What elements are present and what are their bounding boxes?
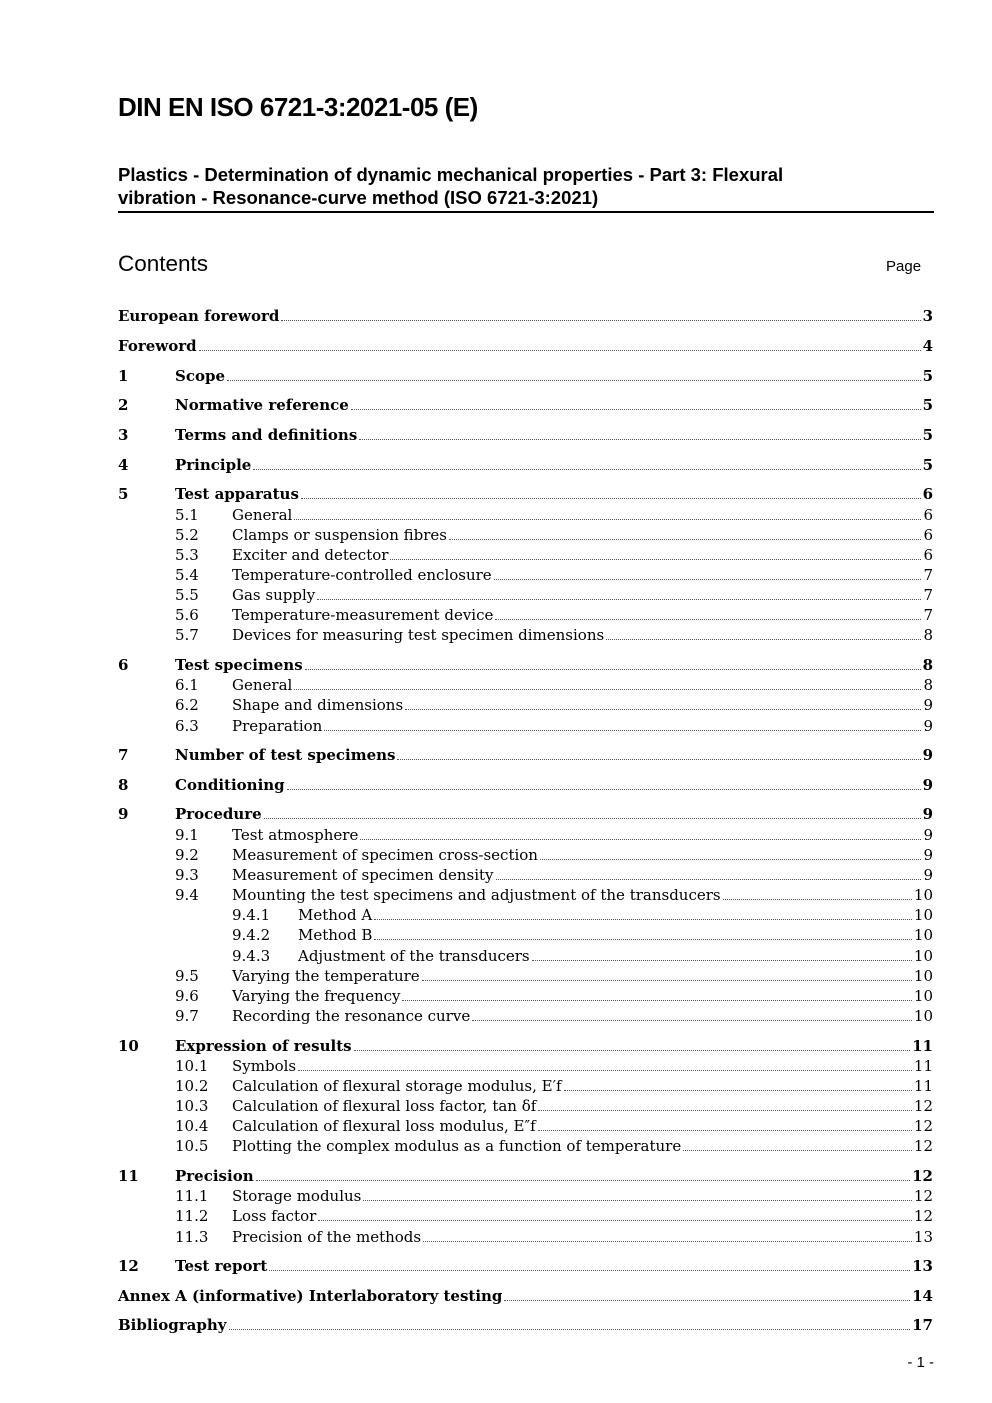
toc-entry-title: Scope bbox=[175, 367, 226, 385]
toc-dot-leader bbox=[281, 320, 920, 321]
toc-entry[interactable] bbox=[118, 484, 933, 504]
toc-dot-leader bbox=[324, 730, 921, 731]
toc-entry-title: Temperature-controlled enclosure bbox=[232, 566, 492, 584]
toc-entry[interactable] bbox=[118, 845, 933, 865]
toc-entry-number: 5.6 bbox=[175, 606, 199, 624]
toc-entry-page: 10 bbox=[913, 967, 933, 985]
toc-entry-page: 9 bbox=[923, 826, 933, 844]
toc-entry-page: 9 bbox=[923, 717, 933, 735]
toc-entry-title: Temperature-measurement device bbox=[232, 606, 494, 624]
toc-entry-number: 9.3 bbox=[175, 866, 199, 884]
toc-entry-title: Mounting the test specimens and adjustment of the transducers bbox=[232, 886, 721, 904]
toc-entry[interactable] bbox=[118, 966, 933, 986]
toc-entry[interactable] bbox=[118, 1166, 933, 1186]
toc-dot-leader bbox=[423, 1241, 912, 1242]
toc-entry-number: 10.1 bbox=[175, 1057, 209, 1075]
toc-entry[interactable] bbox=[118, 865, 933, 885]
toc-entry[interactable] bbox=[118, 745, 933, 765]
toc-dot-leader bbox=[360, 839, 921, 840]
toc-entry[interactable] bbox=[118, 655, 933, 675]
toc-entry-number: 10.3 bbox=[175, 1097, 209, 1115]
toc-entry-number: 1 bbox=[118, 367, 129, 385]
toc-entry-page: 13 bbox=[912, 1257, 933, 1275]
toc-entry-number: 5 bbox=[118, 485, 129, 503]
toc-entry-title: Varying the frequency bbox=[232, 987, 401, 1005]
toc-entry-title: Calculation of flexural loss factor, tan δf bbox=[232, 1097, 537, 1115]
toc-entry-page: 6 bbox=[922, 485, 933, 503]
toc-entry-page: 6 bbox=[923, 546, 933, 564]
toc-entry-number: 6.1 bbox=[175, 676, 199, 694]
toc-entry[interactable] bbox=[118, 1036, 933, 1056]
toc-entry-page: 8 bbox=[923, 626, 933, 644]
toc-dot-leader bbox=[723, 899, 912, 900]
toc-dot-leader bbox=[496, 879, 922, 880]
page-number: - 1 - bbox=[907, 1354, 934, 1371]
toc-entry-number: 12 bbox=[118, 1257, 139, 1275]
toc-entry-number: 5.2 bbox=[175, 526, 199, 544]
toc-entry-number: 5.4 bbox=[175, 566, 199, 584]
toc-dot-leader bbox=[495, 619, 921, 620]
toc-entry-title: Measurement of specimen density bbox=[232, 866, 494, 884]
toc-entry-title: Procedure bbox=[175, 805, 262, 823]
toc-entry-page: 10 bbox=[913, 886, 933, 904]
toc-entry[interactable] bbox=[118, 1056, 933, 1076]
toc-entry-number: 11.3 bbox=[175, 1228, 209, 1246]
toc-entry-title: Test report bbox=[175, 1257, 268, 1275]
toc-dot-leader bbox=[199, 350, 921, 351]
toc-entry-page: 9 bbox=[922, 746, 933, 764]
toc-dot-leader bbox=[504, 1300, 910, 1301]
toc-entry[interactable] bbox=[118, 775, 933, 795]
toc-dot-leader bbox=[538, 1110, 912, 1111]
toc-entry-title: Varying the temperature bbox=[232, 967, 420, 985]
toc-entry[interactable] bbox=[118, 1206, 933, 1226]
toc-entry-number: 9.1 bbox=[175, 826, 199, 844]
toc-dot-leader bbox=[397, 759, 920, 760]
toc-dot-leader bbox=[229, 1329, 911, 1330]
toc-dot-leader bbox=[298, 1070, 912, 1071]
toc-dot-leader bbox=[449, 539, 921, 540]
toc-entry[interactable] bbox=[118, 1076, 933, 1096]
toc-entry[interactable] bbox=[118, 585, 933, 605]
toc-entry-page: 12 bbox=[913, 1097, 933, 1115]
toc-entry-number: 10.5 bbox=[175, 1137, 209, 1155]
toc-entry-title: Loss factor bbox=[232, 1207, 317, 1225]
toc-entry-number: 2 bbox=[118, 396, 129, 414]
toc-entry-page: 5 bbox=[922, 367, 933, 385]
toc-entry-page: 6 bbox=[923, 526, 933, 544]
toc-entry[interactable] bbox=[118, 885, 933, 905]
toc-dot-leader bbox=[351, 409, 921, 410]
toc-entry[interactable] bbox=[118, 425, 933, 445]
toc-entry-page: 13 bbox=[913, 1228, 933, 1246]
toc-entry-number: 9.4.1 bbox=[232, 906, 271, 924]
toc-entry-title: Foreword bbox=[118, 337, 197, 355]
toc-entry[interactable] bbox=[118, 905, 933, 925]
toc-dot-leader bbox=[294, 689, 921, 690]
toc-entry[interactable] bbox=[118, 1096, 933, 1116]
toc-entry-page: 7 bbox=[923, 586, 933, 604]
toc-entry-title: Preparation bbox=[232, 717, 323, 735]
toc-entry-number: 5.1 bbox=[175, 506, 199, 524]
toc-entry-page: 12 bbox=[913, 1187, 933, 1205]
toc-dot-leader bbox=[269, 1270, 910, 1271]
toc-entry[interactable] bbox=[118, 946, 933, 966]
document-title-line-1: Plastics - Determination of dynamic mechanical properties - Part 3: Flexural bbox=[118, 164, 784, 185]
toc-entry-title: Principle bbox=[175, 456, 252, 474]
toc-entry-title: Test atmosphere bbox=[232, 826, 359, 844]
toc-entry-title: Calculation of flexural loss modulus, E″f bbox=[232, 1117, 536, 1135]
toc-dot-leader bbox=[359, 439, 920, 440]
toc-entry-number: 10 bbox=[118, 1037, 139, 1055]
toc-entry-title: Annex A (informative) Interlaboratory testing bbox=[118, 1287, 503, 1305]
toc-entry-title: Gas supply bbox=[232, 586, 316, 604]
toc-entry-number: 11.2 bbox=[175, 1207, 209, 1225]
toc-entry-page: 12 bbox=[913, 1137, 933, 1155]
toc-entry[interactable] bbox=[118, 1256, 933, 1276]
toc-entry-number: 9.4.3 bbox=[232, 947, 271, 965]
toc-entry[interactable] bbox=[118, 395, 933, 415]
toc-entry-page: 8 bbox=[922, 656, 933, 674]
toc-entry-page: 12 bbox=[913, 1207, 933, 1225]
toc-entry-title: Shape and dimensions bbox=[232, 696, 404, 714]
toc-entry-number: 10.4 bbox=[175, 1117, 209, 1135]
toc-dot-leader bbox=[494, 579, 922, 580]
toc-entry-number: 9.2 bbox=[175, 846, 199, 864]
toc-entry-title: Test apparatus bbox=[175, 485, 299, 503]
toc-dot-leader bbox=[253, 469, 920, 470]
toc-entry-title: Expression of results bbox=[175, 1037, 352, 1055]
toc-entry-number: 4 bbox=[118, 456, 129, 474]
toc-entry[interactable] bbox=[118, 605, 933, 625]
document-title-line-2: vibration - Resonance-curve method (ISO 6721-3:2021) bbox=[118, 187, 599, 208]
toc-entry[interactable] bbox=[118, 565, 933, 585]
toc-entry-number: 11 bbox=[118, 1167, 139, 1185]
toc-dot-leader bbox=[374, 919, 912, 920]
toc-dot-leader bbox=[606, 639, 921, 640]
toc-entry-title: Method A bbox=[298, 906, 373, 924]
toc-entry-page: 7 bbox=[923, 606, 933, 624]
toc-entry-page: 7 bbox=[923, 566, 933, 584]
toc-entry-page: 14 bbox=[912, 1287, 933, 1305]
toc-dot-leader bbox=[540, 859, 921, 860]
toc-dot-leader bbox=[374, 939, 912, 940]
toc-entry[interactable] bbox=[118, 336, 933, 356]
toc-entry[interactable] bbox=[118, 455, 933, 475]
toc-entry-title: Bibliography bbox=[118, 1316, 227, 1334]
toc-dot-leader bbox=[532, 960, 912, 961]
toc-entry-title: Method B bbox=[298, 926, 373, 944]
toc-entry-page: 3 bbox=[922, 307, 933, 325]
toc-entry-page: 5 bbox=[922, 456, 933, 474]
toc-entry-number: 6.3 bbox=[175, 717, 199, 735]
toc-entry-page: 12 bbox=[912, 1167, 933, 1185]
toc-entry-title: Symbols bbox=[232, 1057, 297, 1075]
toc-entry-number: 9 bbox=[118, 805, 129, 823]
toc-dot-leader bbox=[402, 1000, 911, 1001]
toc-dot-leader bbox=[422, 980, 912, 981]
toc-entry[interactable] bbox=[118, 505, 933, 525]
toc-entry-page: 9 bbox=[922, 805, 933, 823]
toc-dot-leader bbox=[256, 1180, 911, 1181]
toc-entry-title: Adjustment of the transducers bbox=[298, 947, 530, 965]
toc-entry-title: Precision bbox=[175, 1167, 254, 1185]
toc-entry-title: Precision of the methods bbox=[232, 1228, 422, 1246]
toc-entry-title: Normative reference bbox=[175, 396, 349, 414]
toc-dot-leader bbox=[287, 789, 921, 790]
toc-entry-title: Devices for measuring test specimen dimensions bbox=[232, 626, 605, 644]
toc-entry-page: 10 bbox=[913, 987, 933, 1005]
toc-entry-page: 10 bbox=[913, 926, 933, 944]
toc-entry-page: 9 bbox=[923, 866, 933, 884]
toc-entry-page: 9 bbox=[923, 846, 933, 864]
toc-entry[interactable] bbox=[118, 1186, 933, 1206]
toc-entry[interactable] bbox=[118, 1006, 933, 1026]
toc-entry[interactable] bbox=[118, 1116, 933, 1136]
toc-entry-page: 9 bbox=[922, 776, 933, 794]
toc-entry[interactable] bbox=[118, 675, 933, 695]
toc-entry-number: 6.2 bbox=[175, 696, 199, 714]
toc-entry[interactable] bbox=[118, 366, 933, 386]
toc-entry-page: 12 bbox=[913, 1117, 933, 1135]
toc-entry-title: European foreword bbox=[118, 307, 280, 325]
toc-entry-number: 9.6 bbox=[175, 987, 199, 1005]
toc-entry-number: 5.3 bbox=[175, 546, 199, 564]
toc-entry-page: 17 bbox=[912, 1316, 933, 1334]
toc-entry-number: 5.7 bbox=[175, 626, 199, 644]
toc-entry-page: 8 bbox=[923, 676, 933, 694]
toc-entry-number: 8 bbox=[118, 776, 129, 794]
toc-dot-leader bbox=[354, 1050, 911, 1051]
toc-entry-number: 9.4.2 bbox=[232, 926, 271, 944]
toc-entry-title: Plotting the complex modulus as a function of temperature bbox=[232, 1137, 682, 1155]
toc-dot-leader bbox=[363, 1200, 912, 1201]
toc-entry-page: 10 bbox=[913, 906, 933, 924]
toc-entry[interactable] bbox=[118, 716, 933, 736]
toc-entry-title: Recording the resonance curve bbox=[232, 1007, 471, 1025]
toc-entry[interactable] bbox=[118, 1136, 933, 1156]
toc-entry-number: 7 bbox=[118, 746, 129, 764]
toc-entry[interactable] bbox=[118, 1315, 933, 1335]
toc-dot-leader bbox=[318, 1220, 912, 1221]
toc-dot-leader bbox=[683, 1150, 912, 1151]
toc-entry[interactable] bbox=[118, 625, 933, 645]
toc-entry-page: 11 bbox=[913, 1077, 933, 1095]
toc-dot-leader bbox=[227, 380, 921, 381]
document-title bbox=[118, 163, 934, 213]
contents-heading: Contents bbox=[118, 251, 209, 276]
toc-entry-title: Clamps or suspension fibres bbox=[232, 526, 447, 544]
toc-dot-leader bbox=[564, 1090, 912, 1091]
toc-entry-title: Storage modulus bbox=[232, 1187, 362, 1205]
toc-dot-leader bbox=[294, 519, 921, 520]
toc-entry-page: 10 bbox=[913, 1007, 933, 1025]
toc-entry-number: 9.7 bbox=[175, 1007, 199, 1025]
toc-entry[interactable] bbox=[118, 1227, 933, 1247]
toc-entry-number: 9.5 bbox=[175, 967, 199, 985]
toc-entry-title: Number of test specimens bbox=[175, 746, 396, 764]
toc-entry-number: 6 bbox=[118, 656, 129, 674]
toc-entry-page: 5 bbox=[922, 426, 933, 444]
toc-entry[interactable] bbox=[118, 695, 933, 715]
toc-entry[interactable] bbox=[118, 986, 933, 1006]
toc-entry[interactable] bbox=[118, 804, 933, 824]
toc-entry[interactable] bbox=[118, 545, 933, 565]
toc-entry-number: 10.2 bbox=[175, 1077, 209, 1095]
toc-entry-page: 11 bbox=[912, 1037, 933, 1055]
toc-entry-page: 4 bbox=[922, 337, 933, 355]
toc-dot-leader bbox=[317, 599, 921, 600]
toc-entry-title: Test specimens bbox=[175, 656, 303, 674]
toc-entry-page: 9 bbox=[923, 696, 933, 714]
toc-entry-number: 9.4 bbox=[175, 886, 199, 904]
toc-entry-page: 5 bbox=[922, 396, 933, 414]
toc-entry-number: 3 bbox=[118, 426, 129, 444]
toc-entry-title: General bbox=[232, 506, 293, 524]
toc-entry-title: Measurement of specimen cross-section bbox=[232, 846, 538, 864]
toc-dot-leader bbox=[538, 1130, 912, 1131]
document-id: DIN EN ISO 6721-3:2021-05 (E) bbox=[118, 92, 478, 122]
toc-dot-leader bbox=[390, 559, 921, 560]
toc-entry-title: Terms and definitions bbox=[175, 426, 358, 444]
toc-dot-leader bbox=[305, 669, 921, 670]
toc-entry[interactable] bbox=[118, 925, 933, 945]
toc-entry-title: Conditioning bbox=[175, 776, 285, 794]
toc-entry-title: Calculation of flexural storage modulus, E′f bbox=[232, 1077, 562, 1095]
toc-entry-page: 11 bbox=[913, 1057, 933, 1075]
toc-entry-title: Exciter and detector bbox=[232, 546, 389, 564]
toc-entry[interactable] bbox=[118, 306, 933, 326]
toc-entry-title: General bbox=[232, 676, 293, 694]
toc-entry-number: 11.1 bbox=[175, 1187, 209, 1205]
toc-entry[interactable] bbox=[118, 825, 933, 845]
toc-entry-number: 5.5 bbox=[175, 586, 199, 604]
toc-dot-leader bbox=[405, 709, 921, 710]
toc-entry-page: 6 bbox=[923, 506, 933, 524]
page-column-label: Page bbox=[886, 258, 922, 275]
toc-dot-leader bbox=[301, 498, 921, 499]
toc-dot-leader bbox=[264, 818, 921, 819]
toc-entry[interactable] bbox=[118, 525, 933, 545]
toc-entry[interactable] bbox=[118, 1286, 933, 1306]
toc-entry-page: 10 bbox=[913, 947, 933, 965]
toc-dot-leader bbox=[472, 1020, 912, 1021]
